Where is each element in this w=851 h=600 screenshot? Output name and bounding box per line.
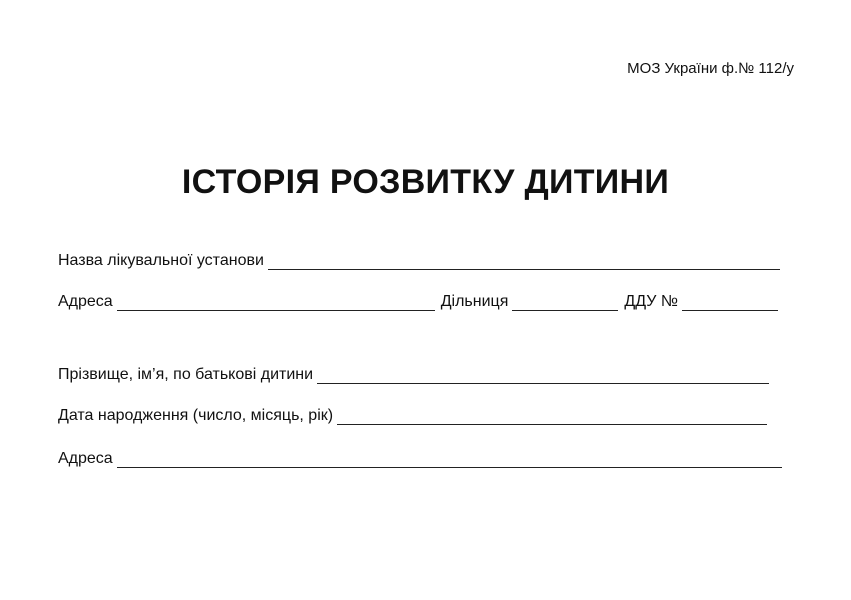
institution-row [58,252,780,270]
child-name-field[interactable] [317,367,769,384]
institution-label: Назва лікувальної установи [58,252,264,269]
document-title: ІСТОРІЯ РОЗВИТКУ ДИТИНИ [181,163,670,201]
child-name-row [58,366,769,384]
birth-date-field[interactable] [337,408,767,425]
kindergarten-label: ДДУ № [624,293,678,310]
form-code: МОЗ України ф.№ 112/у [627,60,794,77]
birth-date-label: Дата народження (число, місяць, рік) [58,407,334,424]
district-field[interactable] [512,294,618,311]
institution-field[interactable] [268,253,780,270]
address2-row [58,450,782,468]
address2-label: Адреса [58,450,113,467]
child-name-label: Прізвище, ім’я, по батькові дитини [58,366,314,383]
address-district-row [58,293,778,311]
birth-date-row [58,407,767,425]
address-label: Адреса [58,293,113,310]
district-label: Дільниця [440,293,509,310]
address-field[interactable] [117,294,435,311]
kindergarten-field[interactable] [682,294,778,311]
address2-field[interactable] [117,451,782,468]
